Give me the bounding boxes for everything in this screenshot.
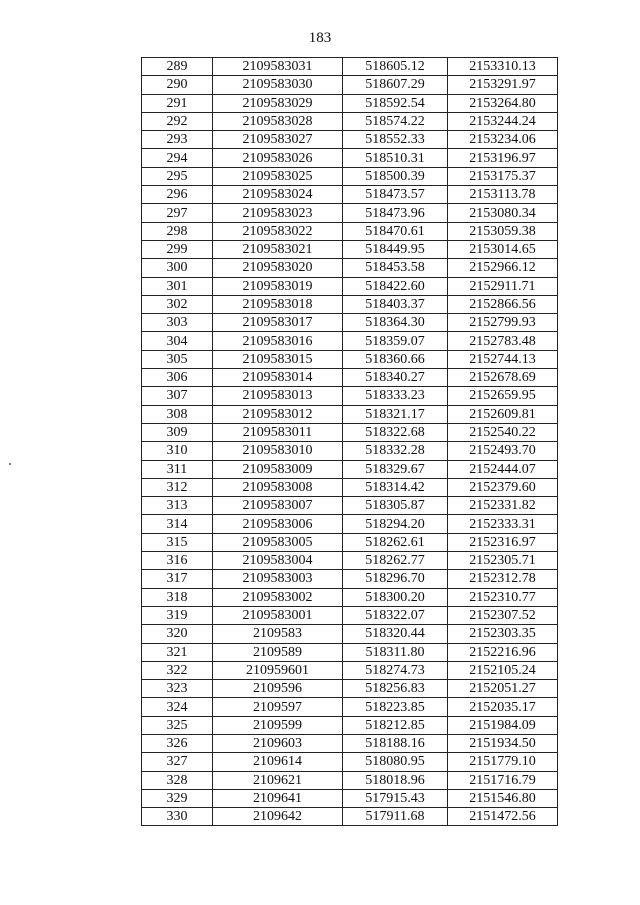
- table-row: [142, 240, 558, 258]
- y-coordinate-cell: 2151779.10: [448, 753, 558, 771]
- row-number-cell: 293: [142, 131, 213, 149]
- y-coordinate-cell: 2152379.60: [448, 478, 558, 496]
- x-coordinate-cell: 518018.96: [343, 771, 448, 789]
- table-row: [142, 680, 558, 698]
- x-coordinate-cell: 518422.60: [343, 277, 448, 295]
- y-coordinate-cell: 2152783.48: [448, 332, 558, 350]
- point-id-cell: 2109583022: [213, 222, 343, 240]
- y-coordinate-cell: 2152333.31: [448, 515, 558, 533]
- x-coordinate-cell: 518296.70: [343, 570, 448, 588]
- row-number-cell: 306: [142, 369, 213, 387]
- x-coordinate-cell: 518607.29: [343, 76, 448, 94]
- row-number-cell: 317: [142, 570, 213, 588]
- y-coordinate-cell: 2152493.70: [448, 442, 558, 460]
- y-coordinate-cell: 2152540.22: [448, 423, 558, 441]
- x-coordinate-cell: 518473.96: [343, 204, 448, 222]
- point-id-cell: 210959601: [213, 661, 343, 679]
- y-coordinate-cell: 2152911.71: [448, 277, 558, 295]
- table-row: [142, 314, 558, 332]
- y-coordinate-cell: 2152966.12: [448, 259, 558, 277]
- row-number-cell: 318: [142, 588, 213, 606]
- row-number-cell: 291: [142, 94, 213, 112]
- row-number-cell: 294: [142, 149, 213, 167]
- x-coordinate-cell: 518449.95: [343, 240, 448, 258]
- point-id-cell: 2109583011: [213, 423, 343, 441]
- row-number-cell: 299: [142, 240, 213, 258]
- point-id-cell: 2109583016: [213, 332, 343, 350]
- table-row: [142, 76, 558, 94]
- table-row: [142, 570, 558, 588]
- point-id-cell: 2109583014: [213, 369, 343, 387]
- x-coordinate-cell: 518360.66: [343, 350, 448, 368]
- row-number-cell: 298: [142, 222, 213, 240]
- point-id-cell: 2109583020: [213, 259, 343, 277]
- table-row: [142, 423, 558, 441]
- row-number-cell: 301: [142, 277, 213, 295]
- table-row: [142, 789, 558, 807]
- row-number-cell: 324: [142, 698, 213, 716]
- row-number-cell: 290: [142, 76, 213, 94]
- row-number-cell: 308: [142, 405, 213, 423]
- table-row: [142, 533, 558, 551]
- x-coordinate-cell: 518300.20: [343, 588, 448, 606]
- point-id-cell: 2109583: [213, 625, 343, 643]
- point-id-cell: 2109583029: [213, 94, 343, 112]
- row-number-cell: 312: [142, 478, 213, 496]
- point-id-cell: 2109583027: [213, 131, 343, 149]
- point-id-cell: 2109583023: [213, 204, 343, 222]
- row-number-cell: 305: [142, 350, 213, 368]
- coordinates-table-body: [142, 58, 558, 826]
- row-number-cell: 322: [142, 661, 213, 679]
- point-id-cell: 2109641: [213, 789, 343, 807]
- point-id-cell: 2109583030: [213, 76, 343, 94]
- table-row: [142, 405, 558, 423]
- x-coordinate-cell: 518305.87: [343, 497, 448, 515]
- row-number-cell: 304: [142, 332, 213, 350]
- x-coordinate-cell: 518470.61: [343, 222, 448, 240]
- y-coordinate-cell: 2153113.78: [448, 186, 558, 204]
- row-number-cell: 307: [142, 387, 213, 405]
- x-coordinate-cell: 518329.67: [343, 460, 448, 478]
- row-number-cell: 313: [142, 497, 213, 515]
- y-coordinate-cell: 2153059.38: [448, 222, 558, 240]
- scan-speck: [9, 463, 11, 465]
- table-row: [142, 112, 558, 130]
- x-coordinate-cell: 518364.30: [343, 314, 448, 332]
- point-id-cell: 2109583018: [213, 295, 343, 313]
- row-number-cell: 292: [142, 112, 213, 130]
- point-id-cell: 2109583017: [213, 314, 343, 332]
- x-coordinate-cell: 518188.16: [343, 734, 448, 752]
- table-row: [142, 131, 558, 149]
- y-coordinate-cell: 2151984.09: [448, 716, 558, 734]
- y-coordinate-cell: 2152305.71: [448, 552, 558, 570]
- row-number-cell: 320: [142, 625, 213, 643]
- x-coordinate-cell: 517915.43: [343, 789, 448, 807]
- row-number-cell: 319: [142, 606, 213, 624]
- x-coordinate-cell: 518223.85: [343, 698, 448, 716]
- x-coordinate-cell: 518332.28: [343, 442, 448, 460]
- table-row: [142, 350, 558, 368]
- y-coordinate-cell: 2152799.93: [448, 314, 558, 332]
- x-coordinate-cell: 518311.80: [343, 643, 448, 661]
- point-id-cell: 2109583028: [213, 112, 343, 130]
- row-number-cell: 309: [142, 423, 213, 441]
- point-id-cell: 2109583013: [213, 387, 343, 405]
- y-coordinate-cell: 2153080.34: [448, 204, 558, 222]
- table-row: [142, 204, 558, 222]
- x-coordinate-cell: 518262.61: [343, 533, 448, 551]
- y-coordinate-cell: 2152678.69: [448, 369, 558, 387]
- row-number-cell: 300: [142, 259, 213, 277]
- point-id-cell: 2109583010: [213, 442, 343, 460]
- y-coordinate-cell: 2153310.13: [448, 58, 558, 76]
- table-row: [142, 716, 558, 734]
- x-coordinate-cell: 518605.12: [343, 58, 448, 76]
- row-number-cell: 297: [142, 204, 213, 222]
- table-row: [142, 442, 558, 460]
- x-coordinate-cell: 518333.23: [343, 387, 448, 405]
- x-coordinate-cell: 518321.17: [343, 405, 448, 423]
- point-id-cell: 2109583007: [213, 497, 343, 515]
- y-coordinate-cell: 2153244.24: [448, 112, 558, 130]
- point-id-cell: 2109583031: [213, 58, 343, 76]
- point-id-cell: 2109583006: [213, 515, 343, 533]
- row-number-cell: 316: [142, 552, 213, 570]
- point-id-cell: 2109583021: [213, 240, 343, 258]
- point-id-cell: 2109583008: [213, 478, 343, 496]
- x-coordinate-cell: 518403.37: [343, 295, 448, 313]
- x-coordinate-cell: 518359.07: [343, 332, 448, 350]
- table-row: [142, 643, 558, 661]
- row-number-cell: 323: [142, 680, 213, 698]
- x-coordinate-cell: 518340.27: [343, 369, 448, 387]
- point-id-cell: 2109642: [213, 808, 343, 826]
- row-number-cell: 326: [142, 734, 213, 752]
- x-coordinate-cell: 518314.42: [343, 478, 448, 496]
- table-row: [142, 606, 558, 624]
- y-coordinate-cell: 2152051.27: [448, 680, 558, 698]
- point-id-cell: 2109583001: [213, 606, 343, 624]
- point-id-cell: 2109621: [213, 771, 343, 789]
- y-coordinate-cell: 2153175.37: [448, 167, 558, 185]
- table-row: [142, 460, 558, 478]
- point-id-cell: 2109597: [213, 698, 343, 716]
- row-number-cell: 310: [142, 442, 213, 460]
- x-coordinate-cell: 518473.57: [343, 186, 448, 204]
- table-row: [142, 259, 558, 277]
- row-number-cell: 289: [142, 58, 213, 76]
- table-row: [142, 661, 558, 679]
- table-row: [142, 753, 558, 771]
- point-id-cell: 2109583002: [213, 588, 343, 606]
- row-number-cell: 311: [142, 460, 213, 478]
- point-id-cell: 2109596: [213, 680, 343, 698]
- point-id-cell: 2109583012: [213, 405, 343, 423]
- table-row: [142, 478, 558, 496]
- point-id-cell: 2109614: [213, 753, 343, 771]
- point-id-cell: 2109599: [213, 716, 343, 734]
- x-coordinate-cell: 518552.33: [343, 131, 448, 149]
- table-row: [142, 734, 558, 752]
- row-number-cell: 315: [142, 533, 213, 551]
- y-coordinate-cell: 2152744.13: [448, 350, 558, 368]
- x-coordinate-cell: 518256.83: [343, 680, 448, 698]
- x-coordinate-cell: 518080.95: [343, 753, 448, 771]
- table-row: [142, 387, 558, 405]
- point-id-cell: 2109583003: [213, 570, 343, 588]
- point-id-cell: 2109583019: [213, 277, 343, 295]
- x-coordinate-cell: 518320.44: [343, 625, 448, 643]
- point-id-cell: 2109589: [213, 643, 343, 661]
- x-coordinate-cell: 518274.73: [343, 661, 448, 679]
- x-coordinate-cell: 518500.39: [343, 167, 448, 185]
- point-id-cell: 2109583005: [213, 533, 343, 551]
- y-coordinate-cell: 2151472.56: [448, 808, 558, 826]
- page-number: 183: [308, 30, 332, 46]
- row-number-cell: 330: [142, 808, 213, 826]
- table-row: [142, 497, 558, 515]
- y-coordinate-cell: 2152331.82: [448, 497, 558, 515]
- y-coordinate-cell: 2151546.80: [448, 789, 558, 807]
- x-coordinate-cell: 518322.07: [343, 606, 448, 624]
- table-row: [142, 295, 558, 313]
- y-coordinate-cell: 2152105.24: [448, 661, 558, 679]
- x-coordinate-cell: 517911.68: [343, 808, 448, 826]
- row-number-cell: 321: [142, 643, 213, 661]
- row-number-cell: 329: [142, 789, 213, 807]
- table-row: [142, 552, 558, 570]
- y-coordinate-cell: 2152444.07: [448, 460, 558, 478]
- table-row: [142, 94, 558, 112]
- row-number-cell: 325: [142, 716, 213, 734]
- row-number-cell: 314: [142, 515, 213, 533]
- point-id-cell: 2109583009: [213, 460, 343, 478]
- point-id-cell: 2109603: [213, 734, 343, 752]
- y-coordinate-cell: 2152310.77: [448, 588, 558, 606]
- y-coordinate-cell: 2151716.79: [448, 771, 558, 789]
- table-row: [142, 58, 558, 76]
- table-row: [142, 167, 558, 185]
- x-coordinate-cell: 518322.68: [343, 423, 448, 441]
- point-id-cell: 2109583024: [213, 186, 343, 204]
- y-coordinate-cell: 2153196.97: [448, 149, 558, 167]
- table-row: [142, 588, 558, 606]
- point-id-cell: 2109583026: [213, 149, 343, 167]
- y-coordinate-cell: 2153264.80: [448, 94, 558, 112]
- row-number-cell: 327: [142, 753, 213, 771]
- y-coordinate-cell: 2152316.97: [448, 533, 558, 551]
- y-coordinate-cell: 2152303.35: [448, 625, 558, 643]
- y-coordinate-cell: 2152307.52: [448, 606, 558, 624]
- x-coordinate-cell: 518212.85: [343, 716, 448, 734]
- row-number-cell: 296: [142, 186, 213, 204]
- table-row: [142, 369, 558, 387]
- y-coordinate-cell: 2152035.17: [448, 698, 558, 716]
- y-coordinate-cell: 2153234.06: [448, 131, 558, 149]
- point-id-cell: 2109583015: [213, 350, 343, 368]
- row-number-cell: 303: [142, 314, 213, 332]
- y-coordinate-cell: 2153014.65: [448, 240, 558, 258]
- table-row: [142, 771, 558, 789]
- y-coordinate-cell: 2152216.96: [448, 643, 558, 661]
- y-coordinate-cell: 2152866.56: [448, 295, 558, 313]
- table-row: [142, 149, 558, 167]
- row-number-cell: 328: [142, 771, 213, 789]
- coordinates-table: [141, 57, 558, 826]
- table-row: [142, 186, 558, 204]
- row-number-cell: 295: [142, 167, 213, 185]
- y-coordinate-cell: 2152659.95: [448, 387, 558, 405]
- x-coordinate-cell: 518510.31: [343, 149, 448, 167]
- y-coordinate-cell: 2153291.97: [448, 76, 558, 94]
- table-row: [142, 808, 558, 826]
- y-coordinate-cell: 2151934.50: [448, 734, 558, 752]
- x-coordinate-cell: 518574.22: [343, 112, 448, 130]
- table-row: [142, 698, 558, 716]
- table-row: [142, 332, 558, 350]
- y-coordinate-cell: 2152609.81: [448, 405, 558, 423]
- point-id-cell: 2109583025: [213, 167, 343, 185]
- table-row: [142, 222, 558, 240]
- table-row: [142, 625, 558, 643]
- x-coordinate-cell: 518294.20: [343, 515, 448, 533]
- point-id-cell: 2109583004: [213, 552, 343, 570]
- x-coordinate-cell: 518453.58: [343, 259, 448, 277]
- row-number-cell: 302: [142, 295, 213, 313]
- table-row: [142, 515, 558, 533]
- x-coordinate-cell: 518262.77: [343, 552, 448, 570]
- x-coordinate-cell: 518592.54: [343, 94, 448, 112]
- table-row: [142, 277, 558, 295]
- y-coordinate-cell: 2152312.78: [448, 570, 558, 588]
